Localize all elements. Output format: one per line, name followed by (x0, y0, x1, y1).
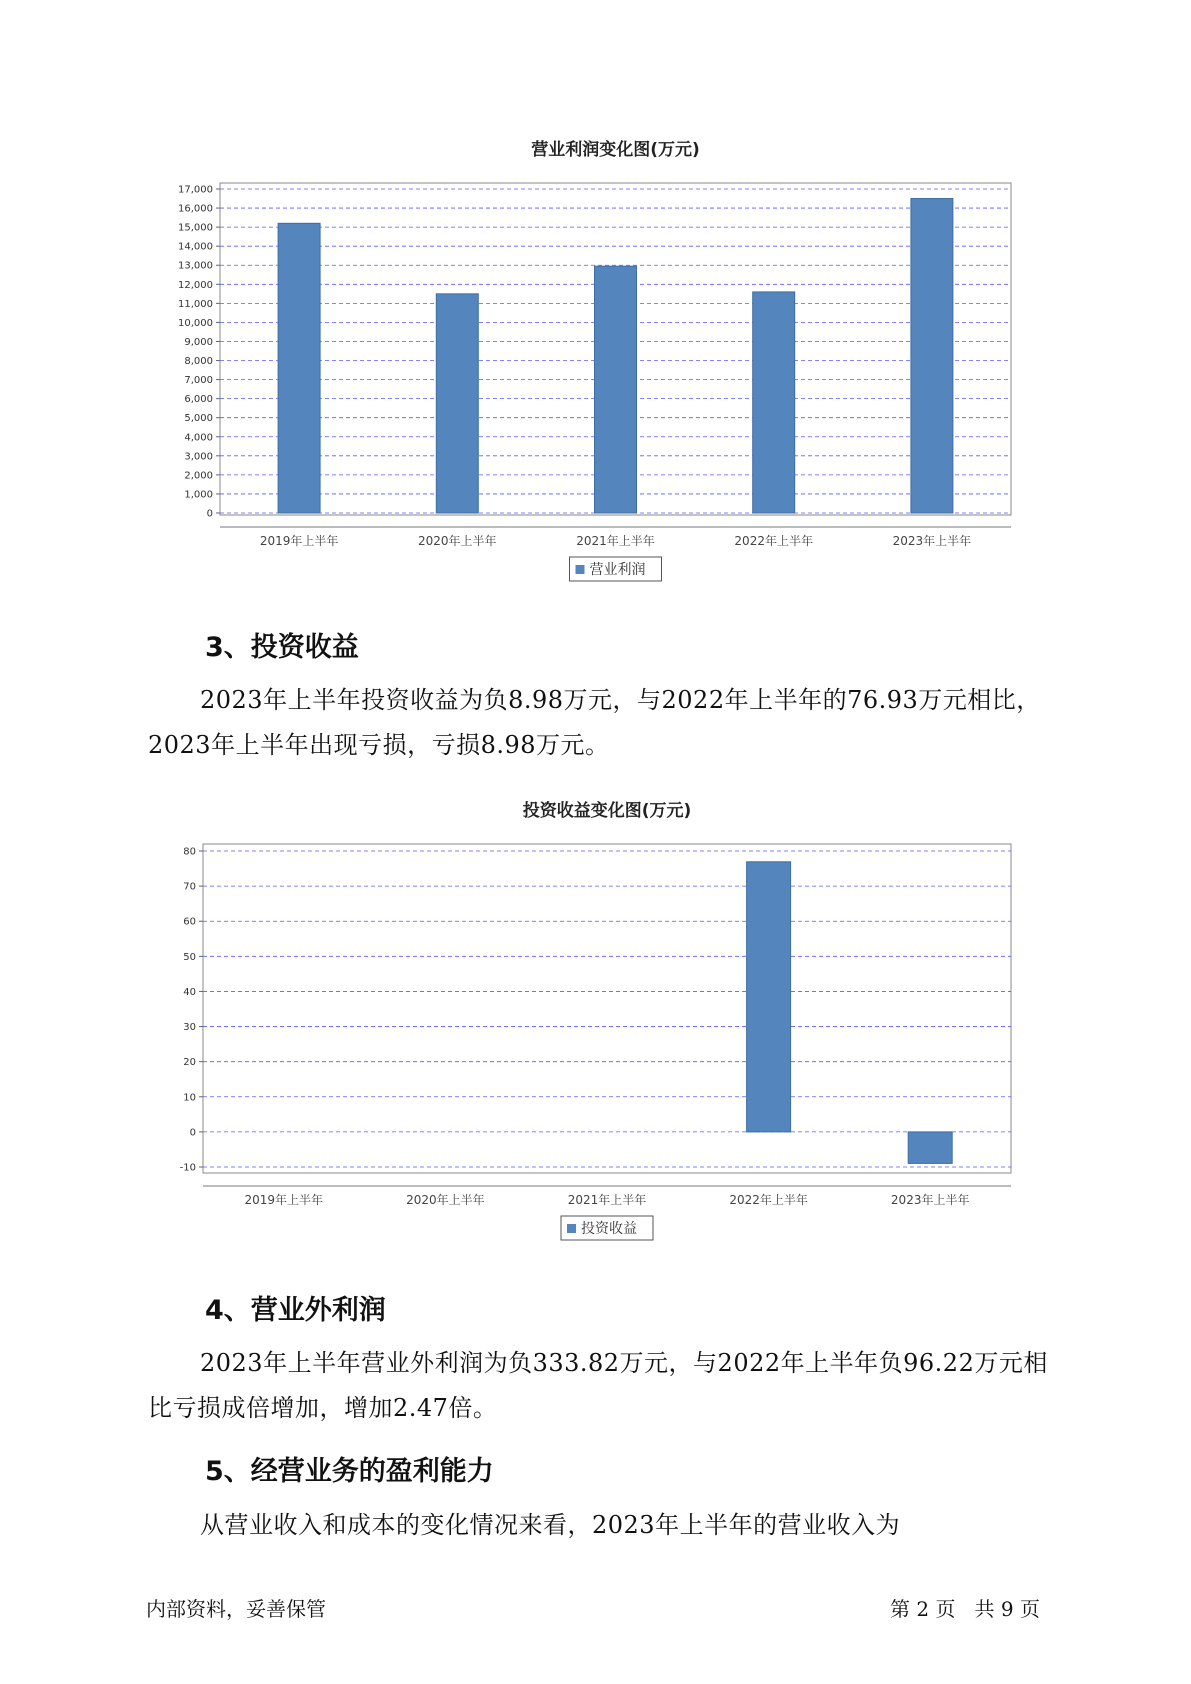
y-tick-label: 70 (183, 881, 196, 893)
x-tick-label: 2021年上半年 (567, 1193, 647, 1207)
y-tick-label: 80 (183, 846, 196, 858)
x-tick-label: 2023年上半年 (890, 1193, 970, 1207)
y-tick-label: 5,000 (184, 413, 213, 425)
chart-title: 投资收益变化图(万元) (522, 801, 692, 821)
operating-profit-chart (0, 120, 1191, 600)
section-5-heading: 5、经营业务的盈利能力 (205, 1456, 494, 1487)
investment-income-chart-svg (0, 795, 1191, 1275)
y-tick-label: 15,000 (178, 222, 213, 234)
y-tick-label: 14,000 (178, 241, 213, 253)
y-tick-label: 3,000 (184, 451, 213, 463)
legend-label: 营业利润 (589, 562, 646, 578)
bar (908, 1132, 952, 1164)
y-tick-label: 60 (183, 916, 196, 928)
legend-label: 投资收益 (581, 1221, 637, 1237)
operating-profit-chart-svg (0, 120, 1191, 600)
y-tick-label: 10,000 (178, 317, 213, 329)
x-tick-label: 2020年上半年 (418, 534, 497, 548)
bar (595, 266, 637, 513)
y-tick-label: 2,000 (184, 470, 213, 482)
bar (747, 862, 791, 1132)
section-4-heading: 4、营业外利润 (205, 1295, 386, 1326)
footer-page-number: 第 2 页 共 9 页 (890, 1597, 1040, 1621)
section-3-paragraph: 2023年上半年投资收益为负8.98万元，与2022年上半年的76.93万元相比，2023年上半年出现亏损，亏损8.98万元。 (148, 686, 1041, 759)
chart-title: 营业利润变化图(万元) (531, 140, 700, 160)
section-5-paragraph: 从营业收入和成本的变化情况来看，2023年上半年的营业收入为 (200, 1511, 901, 1539)
y-tick-label: 13,000 (178, 260, 213, 272)
legend-swatch (567, 1224, 576, 1233)
x-tick-label: 2021年上半年 (576, 534, 655, 548)
section-3-heading: 3、投资收益 (205, 632, 359, 663)
x-tick-label: 2022年上半年 (734, 534, 813, 548)
y-tick-label: 30 (183, 1022, 196, 1034)
y-tick-label: 7,000 (184, 375, 213, 387)
y-tick-label: 12,000 (178, 279, 213, 291)
bar (278, 223, 320, 513)
x-tick-label: 2023年上半年 (892, 534, 972, 548)
y-tick-label: 16,000 (178, 203, 213, 215)
y-tick-label: 10 (183, 1092, 196, 1104)
y-tick-label: 17,000 (178, 184, 213, 196)
x-tick-label: 2019年上半年 (259, 534, 339, 548)
investment-income-chart (0, 795, 1191, 1275)
y-tick-label: 50 (183, 951, 196, 963)
y-tick-label: 4,000 (184, 432, 213, 444)
bar (753, 292, 795, 513)
y-tick-label: 0 (206, 508, 213, 520)
section-4-paragraph: 2023年上半年营业外利润为负333.82万元，与2022年上半年负96.22万元相比亏损成倍增加，增加2.47倍。 (148, 1349, 1048, 1422)
y-tick-label: -10 (179, 1162, 196, 1174)
y-tick-label: 0 (189, 1127, 196, 1139)
x-tick-label: 2020年上半年 (406, 1193, 485, 1207)
x-tick-label: 2022年上半年 (729, 1193, 808, 1207)
plot-area (203, 844, 1011, 1173)
y-tick-label: 1,000 (184, 489, 213, 501)
y-tick-label: 9,000 (184, 336, 213, 348)
y-tick-label: 11,000 (178, 298, 213, 310)
bar (911, 199, 953, 513)
y-tick-label: 40 (183, 986, 196, 998)
y-tick-label: 6,000 (184, 394, 213, 406)
legend-swatch (576, 565, 585, 574)
y-tick-label: 8,000 (184, 356, 213, 368)
x-tick-label: 2019年上半年 (244, 1193, 324, 1207)
bar (436, 294, 478, 513)
y-tick-label: 20 (183, 1057, 196, 1069)
footer-confidential-note: 内部资料，妥善保管 (146, 1597, 326, 1621)
